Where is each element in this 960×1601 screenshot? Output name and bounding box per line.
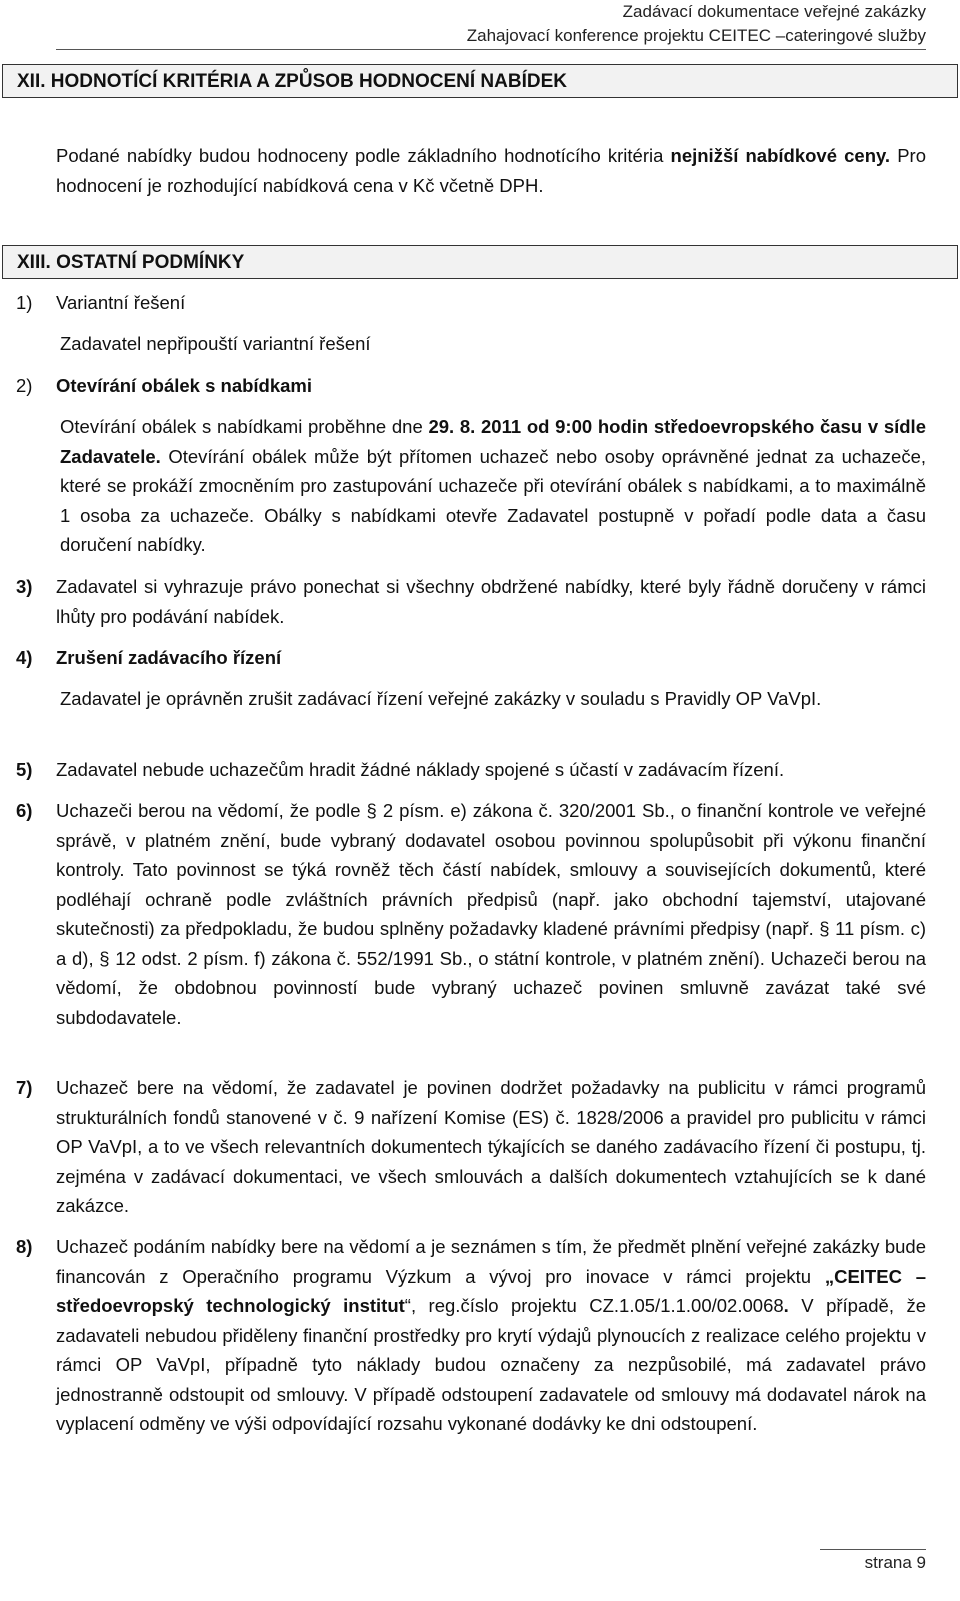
- item-1-text: Zadavatel nepřipouští variantní řešení: [60, 333, 371, 354]
- list-item-1: [16, 288, 926, 318]
- item-number: 6): [16, 800, 33, 821]
- item-number: 1): [16, 292, 33, 313]
- list-item-7: [16, 1073, 926, 1221]
- header-divider: [56, 49, 926, 50]
- item-text: Zadavatel nebude uchazečům hradit žádné náklady spojené s účastí v zadávacím řízení.: [56, 759, 785, 780]
- item-number: 5): [16, 759, 33, 780]
- list-item-2: [16, 371, 926, 401]
- criteria-text: Podané nabídky budou hodnoceny podle základního hodnotícího kritéria: [56, 145, 671, 166]
- list-item-6: [16, 796, 926, 1032]
- section-heading-xiii: [2, 245, 958, 279]
- page-number: strana 9: [864, 1553, 926, 1572]
- item-4-text: Zadavatel je oprávněn zrušit zadávací řízení veřejné zakázky v souladu s Pravidly OP VaVpI.: [60, 688, 822, 709]
- item-text: Uchazeči berou na vědomí, že podle § 2 písm. e) zákona č. 320/2001 Sb., o finanční kontrole ve veřejné správě, v platném znění, bude vybraný dodavatel osobou povinnou spolupůsobit při výkonu finanční kontroly. Tato povinnost se týká rovněž těch částí nabídek, smlouvy a souvisejících dokumentů, které podléhají ochraně podle zvláštních právních předpisů (např. jako obchodní tajemství, utajované skutečnosti) za předpokladu, že budou splněny požadavky kladené právními předpisy (např. § 11 písm. c) a d), § 12 odst. 2 písm. f) zákona č. 552/1991 Sb., o státní kontrole, v platném znění). Uchazeči berou na vědomí, že obdobnou povinností bude vybraný uchazeč povinen smluvně zavázat také své subdodavatele.: [56, 800, 926, 1028]
- item-2-text-b: Otevírání obálek může být přítomen uchazeč nebo osoby oprávněné jednat za uchazeče, které se prokáží zmocněním pro zastupování uchazeče při otevírání obálek s nabídkami, a to maximálně 1 osoba za uchazeče. Obálky s nabídkami otevře Zadavatel postupně v pořadí podle data a času doručení nabídky.: [60, 445, 926, 555]
- item-8-text-b: “, reg.číslo projektu CZ.1.05/1.1.00/02.0068: [404, 1295, 784, 1316]
- item-number: 3): [16, 576, 33, 597]
- item-8-dot: .: [783, 1295, 789, 1316]
- item-8-text-c: V případě, že zadavateli nebudou přiděleny finanční prostředky pro krytí výdajů plynoucích z realizace celého projektu v rámci OP VaVpI, případně tyto náklady budou označeny za nezpůsobilé, má zadavatel právo jednostranně odstoupit od smlouvy. V případě odstoupení zadavatele od smlouvy má dodavatel nárok na vyplacení odměny ve výši odpovídající rozsahu vykonané dodávky ke dni odstoupení.: [56, 1295, 926, 1434]
- list-item-8: [16, 1232, 926, 1439]
- criteria-text-end: Pro hodnocení je rozhodující nabídková cena v Kč včetně DPH.: [56, 145, 926, 196]
- item-number: 4): [16, 647, 33, 668]
- section-title: OSTATNÍ PODMÍNKY: [56, 252, 245, 273]
- item-8-text-a: Uchazeč podáním nabídky bere na vědomí a je seznámen s tím, že předmět plnění veřejné zakázky bude financován z Operačního programu Výzkum a vývoj pro inovace v rámci projektu: [56, 1236, 926, 1287]
- page-header: [467, 0, 926, 48]
- section-number: XIII.: [17, 252, 51, 273]
- item-8-project-name: „CEITEC – středoevropský technologický institut: [56, 1265, 926, 1316]
- section-heading-xii: [2, 64, 958, 98]
- list-item-3: [16, 572, 926, 631]
- criteria-paragraph: [56, 141, 926, 200]
- section-number: XII.: [17, 71, 46, 92]
- list-item-5: [16, 755, 926, 785]
- section-title: HODNOTÍCÍ KRITÉRIA A ZPŮSOB HODNOCENÍ NABÍDEK: [50, 71, 567, 92]
- item-2-date: 29. 8. 2011 od 9:00 hodin středoevropského času v sídle Zadavatele.: [60, 416, 926, 467]
- item-title: Variantní řešení: [56, 292, 186, 313]
- header-line-1: Zadávací dokumentace veřejné zakázky: [622, 2, 926, 21]
- list-item-4: [16, 643, 926, 673]
- item-number: 8): [16, 1236, 33, 1257]
- item-number: 7): [16, 1077, 33, 1098]
- item-text: Uchazeč bere na vědomí, že zadavatel je povinen dodržet požadavky na publicitu v rámci programů strukturálních fondů stanovené v č. 9 nařízení Komise (ES) č. 1828/2006 a pravidel pro publicitu v rámci OP VaVpI, a to ve všech relevantních dokumentech týkajících se daného zadávacího řízení či postupu, tj. zejména v zadávací dokumentaci, ve všech smlouvách a dalších dokumentech vztahujících se k dané zakázce.: [56, 1077, 926, 1216]
- criteria-bold: nejnižší nabídkové ceny.: [670, 145, 891, 166]
- item-text: Zadavatel si vyhrazuje právo ponechat si všechny obdržené nabídky, které byly řádně doručeny v rámci lhůty pro podávání nabídek.: [56, 576, 926, 627]
- item-2-text: [60, 412, 926, 560]
- footer-divider: [820, 1549, 926, 1550]
- item-number: 2): [16, 375, 33, 396]
- item-title: Otevírání obálek s nabídkami: [56, 375, 313, 396]
- header-line-2: Zahajovací konference projektu CEITEC –cateringové služby: [466, 26, 926, 45]
- item-title: Zrušení zadávacího řízení: [56, 647, 282, 668]
- item-2-text-a: Otevírání obálek s nabídkami proběhne dne: [60, 416, 429, 437]
- item-text: [56, 1232, 926, 1439]
